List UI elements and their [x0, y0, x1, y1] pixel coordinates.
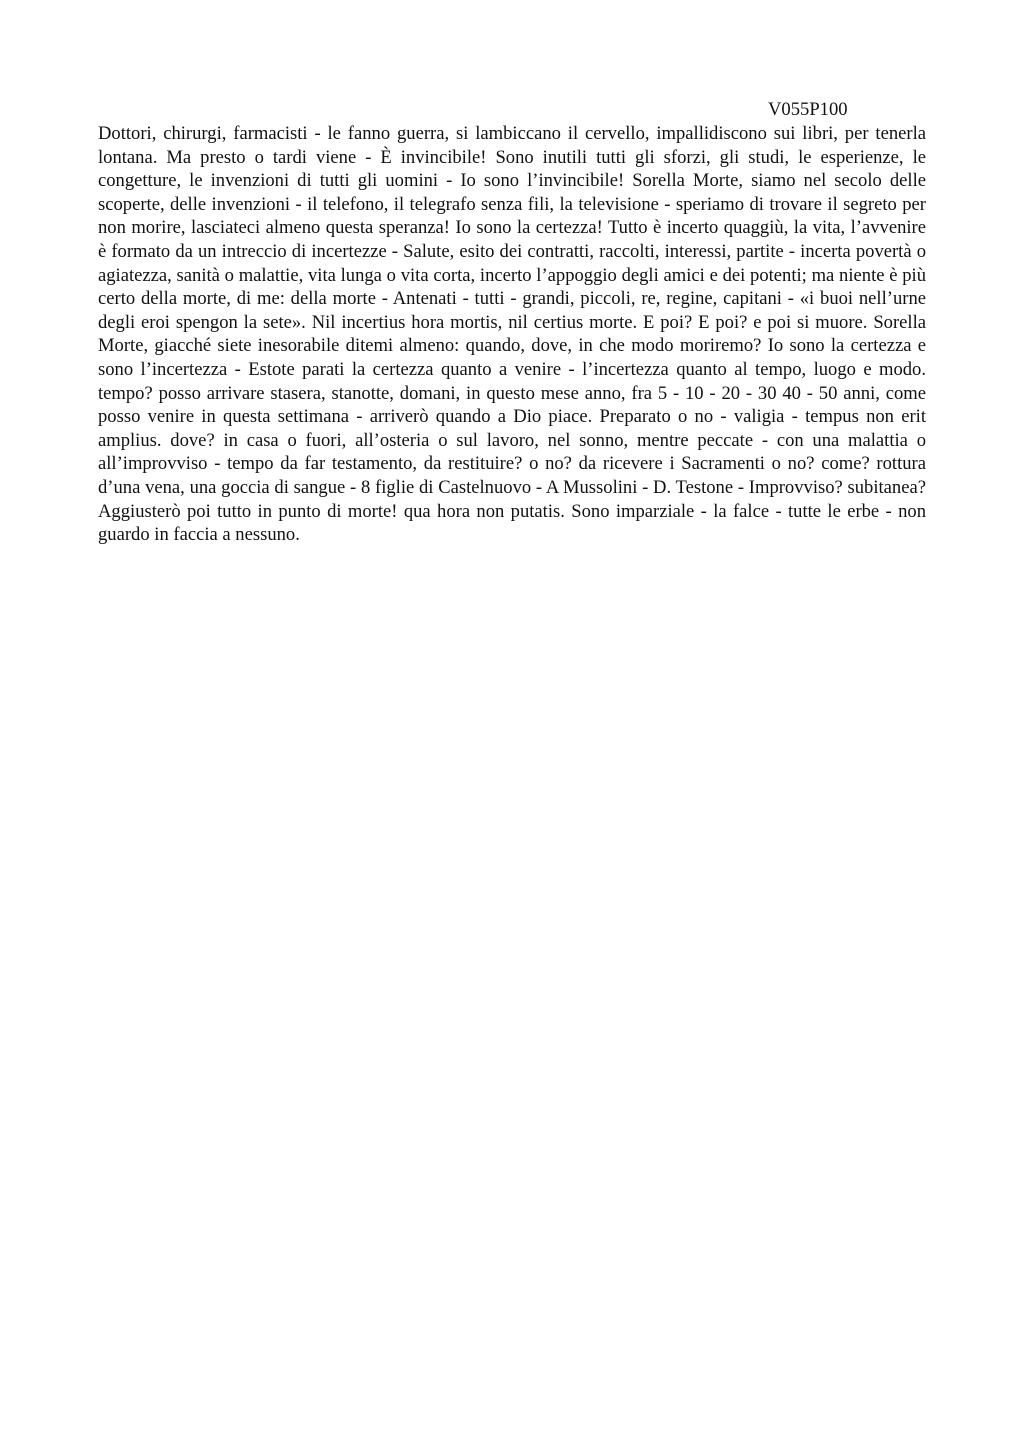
body-paragraph: Dottori, chirurgi, farmacisti - le fanno guerra, si lambiccano il cervello, impallidiscono sui libri, per tenerla lontana. Ma presto o tardi viene - È invincibile! Sono inutili tutti gli sforzi, gli studi, le esperienze, le congetture, le invenzioni di tutti gli uomini - Io sono l’invincibile! Sorella Morte, siamo nel secolo delle scoperte, delle invenzioni - il telefono, il telegrafo senza fili, la televisione - speriamo di trovare il segreto per non morire, lasciateci almeno questa speranza! Io sono la certezza! Tutto è incerto quaggiù, la vita, l’avvenire è formato da un intreccio di incertezze - Salute, esito dei contratti, raccolti, interessi, partite - incerta povertà o agiatezza, sanità o malattie, vita lunga o vita corta, incerto l’appoggio degli amici e dei potenti; ma niente è più certo della morte, di me: della morte - Antenati - tutti - grandi, piccoli, re, regine, capitani - «i buoi nell’urne degli eroi spengon la sete». Nil incertius hora mortis, nil certius morte. E poi? E poi? e poi si muore. Sorella Morte, giacché siete inesorabile ditemi almeno: quando, dove, in che modo moriremo? Io sono la certezza e sono l’incertezza - Estote parati la certezza quanto a venire - l’incertezza quanto al tempo, luogo e modo. tempo? posso arrivare stasera, stanotte, domani, in questo mese anno, fra 5 - 10 - 20 - 30 40 - 50 anni, come posso venire in questa settimana - arriverò quando a Dio piace. Preparato o no - valigia - tempus non erit amplius. dove? in casa o fuori, all’osteria o sul lavoro, nel sonno, mentre peccate - con una malattia o all’improvviso - tempo da far testamento, da restituire? o no? da ricevere i Sacramenti o no? come? rottura d’una vena, una goccia di sangue - 8 figlie di Castelnuovo - A Mussolini - D. Testone - Improvviso? subitanea? Aggiusterò poi tutto in punto di morte! qua hora non putatis. Sono imparziale - la falce - tutte le erbe - non guardo in faccia a nessuno.: [98, 123, 926, 546]
page-identifier: V055P100: [768, 99, 848, 120]
